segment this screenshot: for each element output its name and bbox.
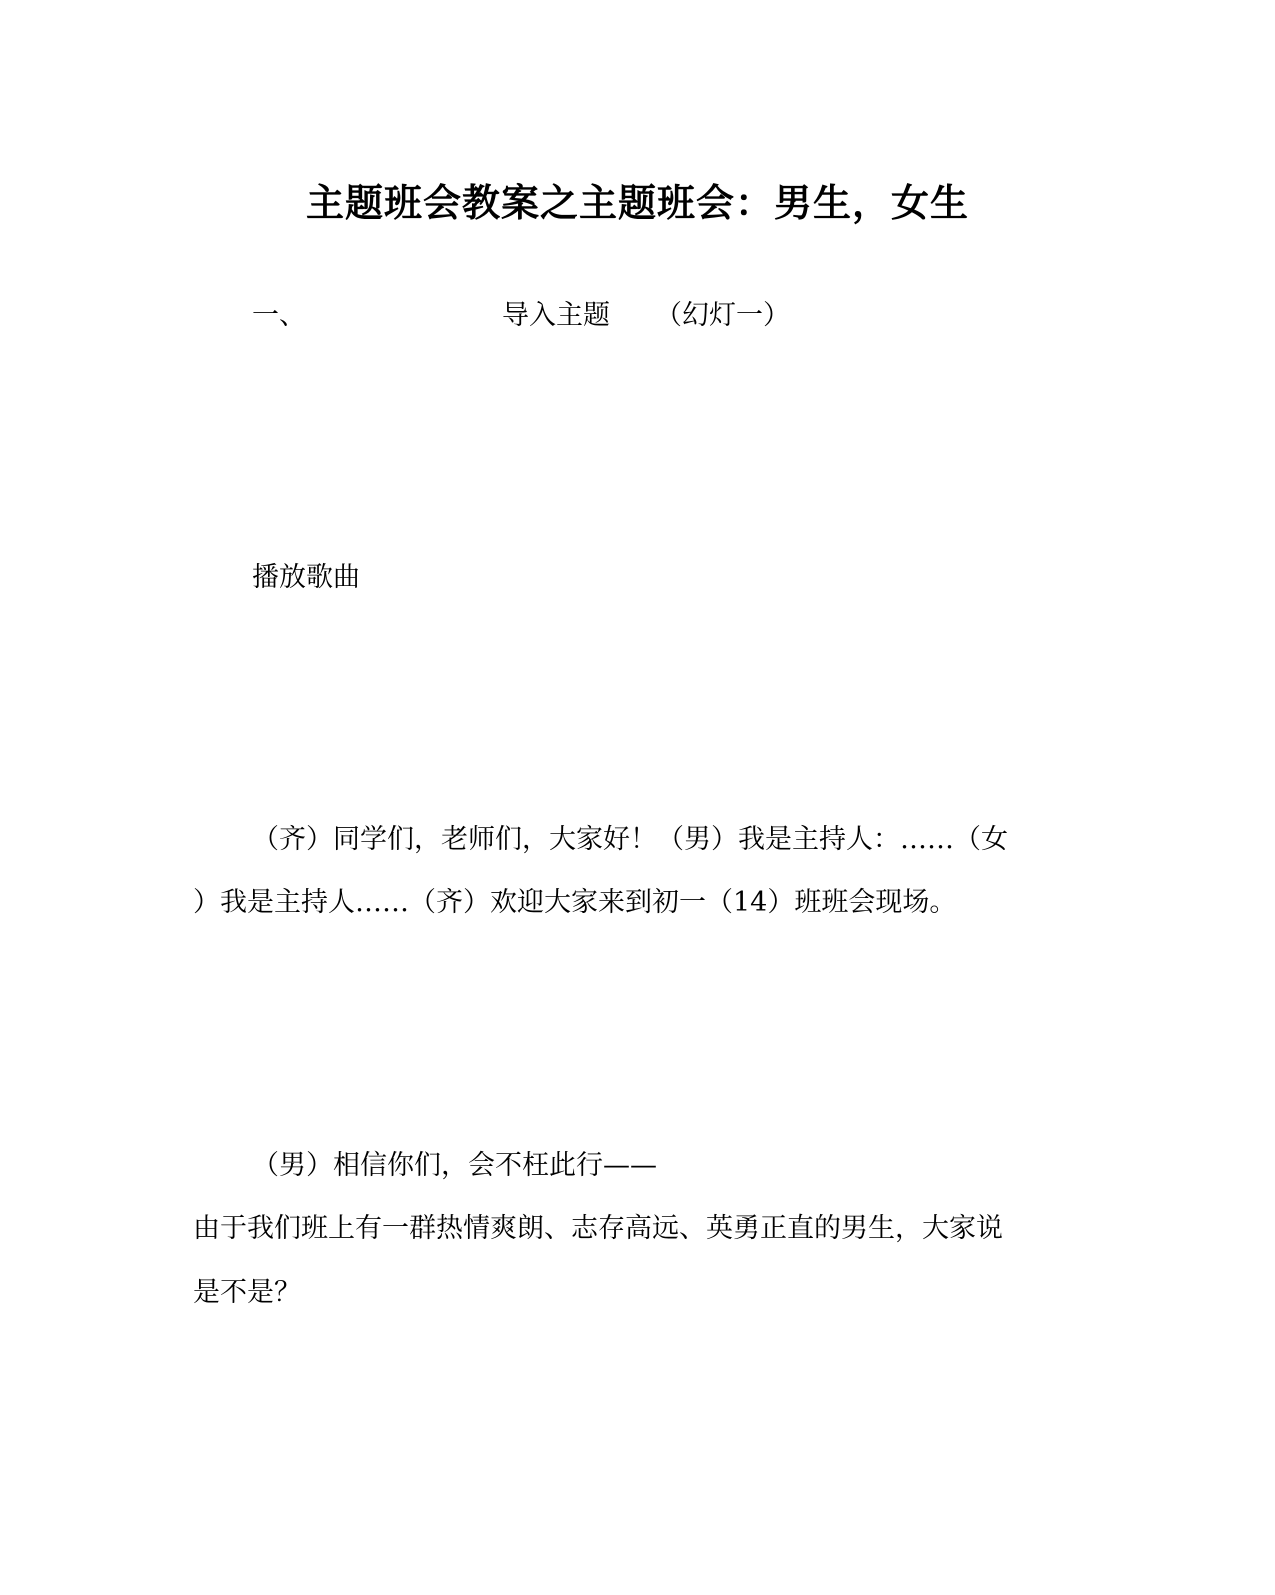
paragraph-greeting-line-1: （齐）同学们，老师们，大家好！（男）我是主持人：……（女 [252,824,1008,855]
paragraph-greeting-line-2: ）我是主持人……（齐）欢迎大家来到初一（14）班班会现场。 [193,887,957,918]
paragraph-boys-line-2: 由于我们班上有一群热情爽朗、志存高远、英勇正直的男生，大家说 [193,1213,1003,1244]
document-title: 主题班会教案之主题班会：男生，女生 [305,180,969,225]
section-number: 一、 [252,300,306,331]
paragraph-play-song: 播放歌曲 [252,562,360,593]
paragraph-boys-line-3: 是不是？ [193,1277,301,1308]
section-heading: 导入主题 [502,300,610,331]
paragraph-boys-line-1: （男）相信你们，会不枉此行—— [252,1150,657,1181]
section-note: （幻灯一） [655,300,790,331]
